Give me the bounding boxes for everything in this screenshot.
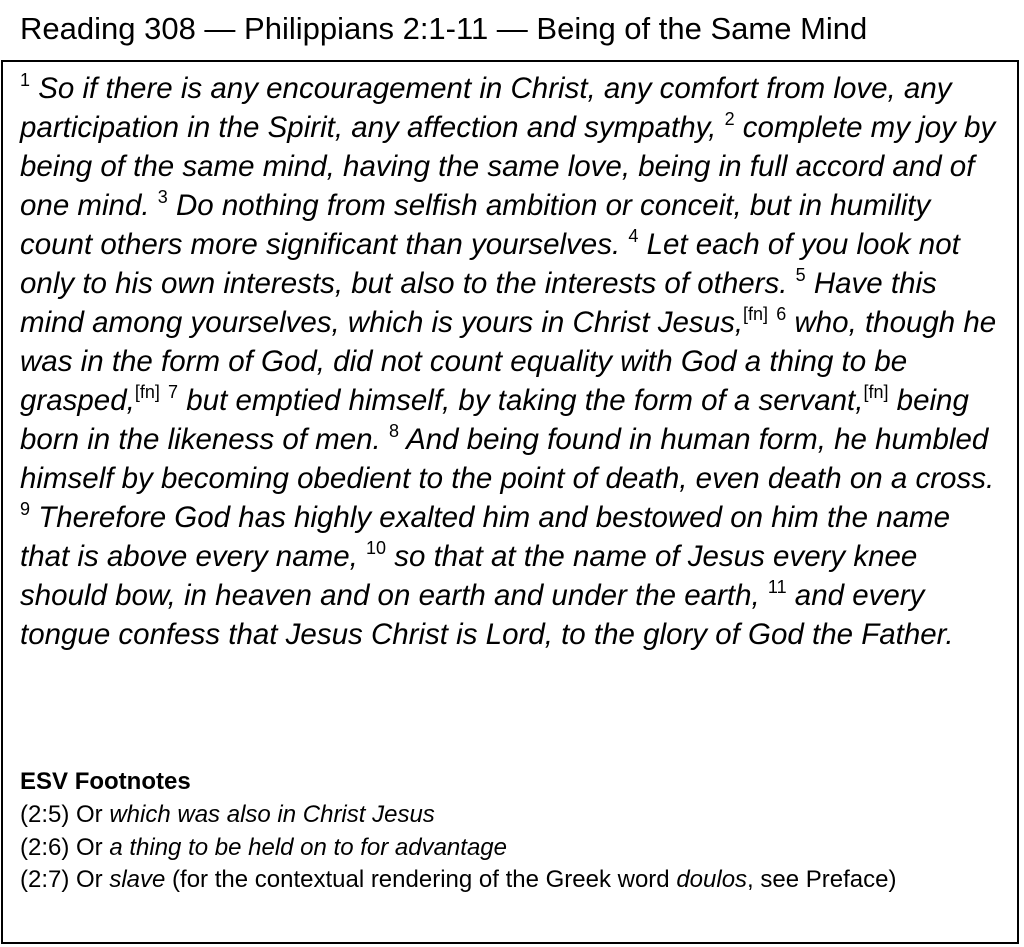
verse-text: but emptied himself, by taking the form of a servant, xyxy=(186,384,864,417)
footnote-ref: (2:5) Or xyxy=(20,801,110,828)
verse-text: So if there is any encouragement in Christ, any comfort from love, any participation in the Spirit, any affection and sympathy, xyxy=(20,72,952,144)
verse-text: being born in the likeness of men. xyxy=(20,384,969,456)
footnote-ref: (2:6) Or xyxy=(20,833,110,861)
verse-number: 6 xyxy=(776,304,787,324)
footnote-greek-word: doulos xyxy=(676,866,748,893)
footnote-note: (for the contextual rendering of the Greek word xyxy=(165,866,677,893)
verse-number: 1 xyxy=(20,70,31,90)
verse-text: Therefore God has highly exalted him and bestowed on him the name that is above every name, xyxy=(20,501,950,573)
verse-number: 2 xyxy=(724,109,735,129)
verse-number: 10 xyxy=(366,538,387,558)
footnote-marker[interactable]: [fn] xyxy=(134,382,160,402)
footnote-item xyxy=(20,864,1005,897)
footnotes-list xyxy=(20,799,1005,897)
verse-text: who, though he was in the form of God, did not count equality with God a thing to be grasped, xyxy=(20,306,997,417)
verse-text: And being found in human form, he humbled himself by becoming obedient to the point of death, even death on a cross. xyxy=(20,423,995,495)
verse-text: Have this mind among yourselves, which is yours in Christ Jesus, xyxy=(20,267,937,339)
verse-number: 5 xyxy=(795,265,806,285)
verse-text: Let each of you look not only to his own interests, but also to the interests of others. xyxy=(20,228,960,300)
verse-number: 3 xyxy=(157,187,168,207)
passage-text xyxy=(20,69,1005,654)
verse-number: 11 xyxy=(767,577,787,597)
footnote-marker[interactable]: [fn] xyxy=(863,382,889,402)
verse-number: 8 xyxy=(388,421,399,441)
page-title: Reading 308 — Philippians 2:1-11 — Being of the Same Mind xyxy=(20,11,868,46)
footnote-note-end: , see Preface) xyxy=(747,866,897,893)
verse-text: so that at the name of Jesus every knee should bow, in heaven and on earth and under the earth, xyxy=(20,540,918,612)
verse-number: 4 xyxy=(628,226,639,246)
footnote-alternate: slave xyxy=(109,866,166,893)
verse-text: and every tongue confess that Jesus Christ is Lord, to the glory of God the Father. xyxy=(20,579,954,651)
footnote-marker[interactable]: [fn] xyxy=(743,304,769,324)
verse-number: 9 xyxy=(20,499,31,519)
footnote-alternate: which was also in Christ Jesus xyxy=(109,801,435,828)
verse-text: complete my joy by being of the same mind, having the same love, being in full accord and of one mind. xyxy=(20,111,996,222)
footnotes-heading: ESV Footnotes xyxy=(20,768,191,795)
footnote-item xyxy=(20,799,1005,832)
footnote-item xyxy=(20,832,1005,865)
verse-number: 7 xyxy=(168,382,179,402)
verse-text: Do nothing from selfish ambition or conceit, but in humility count others more significant than yourselves. xyxy=(20,189,931,261)
footnote-alternate: a thing to be held on to for advantage xyxy=(109,833,507,861)
footnote-ref: (2:7) Or xyxy=(20,866,110,893)
